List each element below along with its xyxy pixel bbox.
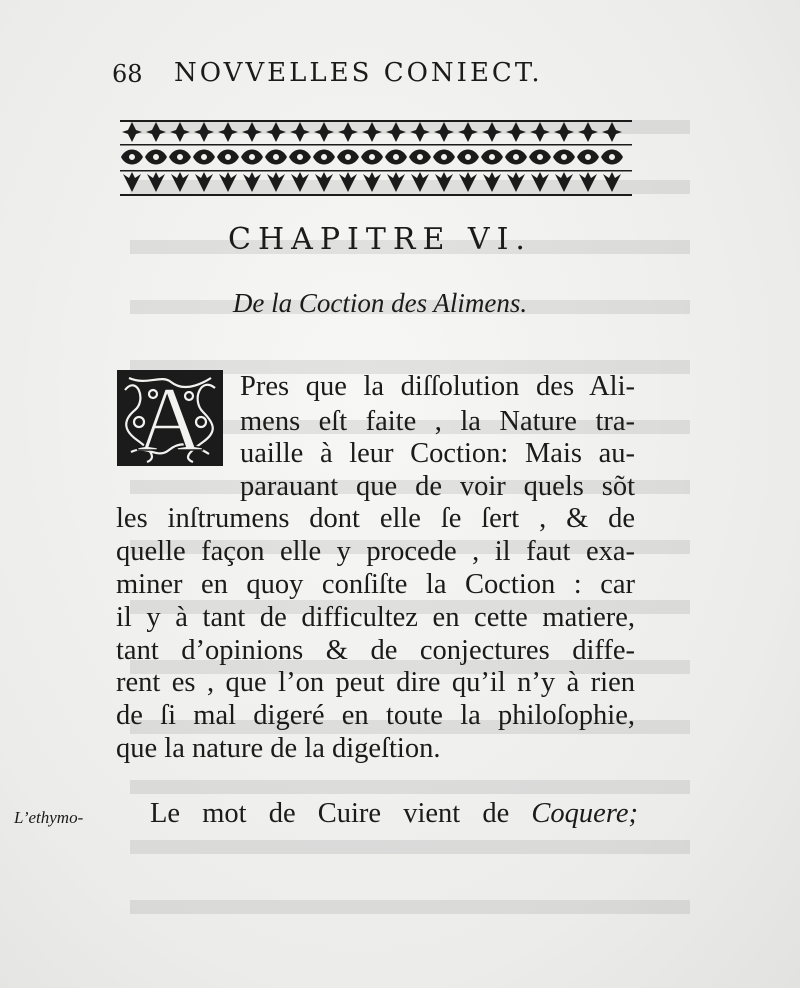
ornament-motif [147, 172, 165, 192]
ornament-motif [267, 172, 285, 192]
ornament-motif [241, 150, 263, 165]
ornament-motif [217, 150, 239, 165]
ornament-motif [530, 122, 550, 142]
ornament-motif [529, 150, 551, 165]
initial-letter: A [136, 370, 204, 466]
ornament-motif [169, 150, 191, 165]
ornament-motif [411, 172, 429, 192]
ornament-motif [505, 150, 527, 165]
chapter-subtitle: De la Coction des Alimens. [232, 288, 528, 318]
ornament-motif [170, 122, 190, 142]
ornament-motif [577, 150, 599, 165]
ornament-motif [122, 122, 142, 142]
ornament-motif [578, 122, 598, 142]
ornament-motif [291, 172, 309, 192]
ornament-motif [459, 172, 477, 192]
ornament-motif [363, 172, 381, 192]
ornament-motif [195, 172, 213, 192]
ornament-motif [242, 122, 262, 142]
ornament-motif [435, 172, 453, 192]
paragraph-line: les inſtrumens dont elle ſe ſert , & de [116, 503, 635, 534]
ornament-motif [434, 122, 454, 142]
ornament-motif [458, 122, 478, 142]
ornament-motif [218, 122, 238, 142]
chapter-heading: CHAPITRE VI. [228, 222, 532, 257]
ornament-motif [315, 172, 333, 192]
paragraph-line: miner en quoy conſiſte la Coction : car [116, 569, 635, 600]
ornament-motif [266, 122, 286, 142]
ornament-motif [483, 172, 501, 192]
paragraph-line: uaille à leur Coction: Mais au- [240, 438, 635, 469]
running-title: NOVVELLES CONIECT. [174, 58, 543, 88]
page-number: 68 [112, 60, 143, 88]
ornament-motif [386, 122, 406, 142]
ornament-motif [602, 122, 622, 142]
ornament-motif [410, 122, 430, 142]
paragraph-line: quelle façon elle y procede , il faut exa- [116, 536, 635, 567]
ornament-motif [219, 172, 237, 192]
ornament-motif [123, 172, 141, 192]
ornament-motif [362, 122, 382, 142]
paragraph-line: mens eſt faite , la Nature tra- [240, 406, 635, 437]
ornament-motif [338, 122, 358, 142]
ornament-motif [145, 150, 167, 165]
ornament-motif [121, 150, 143, 165]
paragraph-line: que la nature de la digeſtion. [116, 733, 441, 764]
ornament-motif [506, 122, 526, 142]
ornament-motif [146, 122, 166, 142]
italic-word: Coquere; [531, 798, 639, 829]
ornament-motif [314, 122, 334, 142]
ornament-motif [457, 150, 479, 165]
ornament-motif [601, 150, 623, 165]
ornament-motif [603, 172, 621, 192]
ornament-motif [481, 150, 503, 165]
ornament-motif [554, 122, 574, 142]
paragraph-line: il y à tant de difficultez en cette matiere, [116, 602, 635, 633]
ornament-motif [385, 150, 407, 165]
ornament-motif [313, 150, 335, 165]
ornament-motif [387, 172, 405, 192]
ornament-motif [193, 150, 215, 165]
ornament-motif [555, 172, 573, 192]
ornament-motif [433, 150, 455, 165]
ornament-motif [289, 150, 311, 165]
ornament-motif [171, 172, 189, 192]
margin-note: L’ethymo- [14, 808, 84, 827]
decorated-initial-icon [117, 370, 223, 466]
paragraph-line: Pres que la diſſolution des Ali- [240, 371, 635, 402]
paragraph-line: tant d’opinions & de conjectures diffe- [116, 635, 635, 666]
ornament-motif [579, 172, 597, 192]
ornament-motif [337, 150, 359, 165]
ornament-motif [194, 122, 214, 142]
next-paragraph-line [150, 800, 638, 829]
ornament-motif [482, 122, 502, 142]
ornament-motif [339, 172, 357, 192]
ornament-motif [531, 172, 549, 192]
paragraph-line: parauant que de voir quels sõt [240, 471, 635, 502]
ornament-motif [409, 150, 431, 165]
ornament-motif [290, 122, 310, 142]
ornament-motif [243, 172, 261, 192]
ornament-motif [507, 172, 525, 192]
paragraph-line: rent es , que l’on peut dire qu’il n’y à rien [116, 667, 635, 698]
paragraph-line: de ſi mal digeré en toute la philoſophie, [116, 700, 635, 731]
next-paragraph-text: Le mot de Cuire vient de [150, 798, 510, 829]
ornament-motif [553, 150, 575, 165]
ornament-motif [265, 150, 287, 165]
ornament-band-icon [112, 118, 640, 198]
ornament-motif [361, 150, 383, 165]
